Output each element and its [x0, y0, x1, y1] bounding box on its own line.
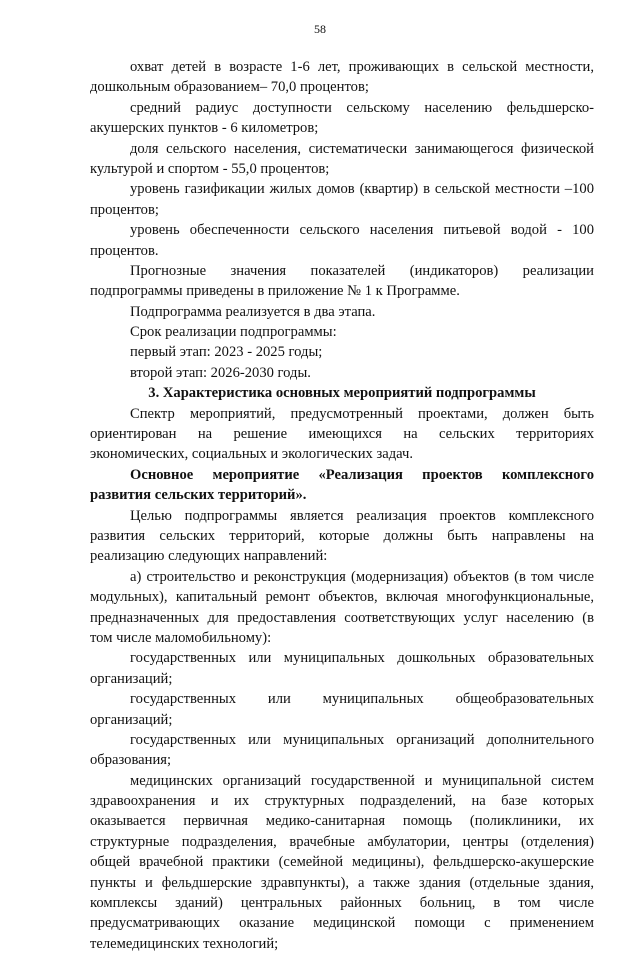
- text-line: оказывается первичная медико-санитарная помощь (поликлиники, их: [90, 813, 594, 830]
- text-line: экономических, социальных и экологических задач.: [90, 446, 414, 463]
- text-line: государственных или муниципальных общеобразовательных: [130, 691, 594, 708]
- text-line: Целью подпрограммы является реализация проектов комплексного: [130, 507, 594, 524]
- text-line: здравоохранения и их структурных подразделений, на базе которых: [90, 793, 594, 810]
- text-line: Прогнозные значения показателей (индикаторов) реализации: [130, 262, 594, 279]
- text-line: том числе маломобильному):: [90, 629, 272, 646]
- text-line: охват детей в возрасте 1-6 лет, проживающих в сельской местности,: [130, 59, 594, 75]
- text-line: второй этап: 2026-2030 годы.: [130, 364, 311, 381]
- section-heading: 3. Характеристика основных мероприятий подпрограммы: [148, 385, 536, 402]
- text-line: процентов;: [90, 201, 159, 218]
- text-line: средний радиус доступности сельскому населению фельдшерско-: [130, 99, 594, 116]
- text-line: государственных или муниципальных дошкольных образовательных: [130, 650, 594, 667]
- page-number: 58: [314, 22, 326, 36]
- text-line: медицинских организаций государственной и муниципальной систем: [130, 772, 594, 789]
- text-line: уровень газификации жилых домов (квартир) в сельской местности –100: [130, 181, 594, 198]
- text-line: уровень обеспеченности сельского населения питьевой водой - 100: [130, 222, 594, 239]
- text-line: пункты и фельдшерские здравпункты), а также здания (отдельные здания,: [90, 874, 594, 891]
- text-line: а) строительство и реконструкция (модернизация) объектов (в том числе: [130, 568, 594, 585]
- text-line: общей врачебной практики (семейной медицины), фельдшерско-акушерские: [90, 854, 594, 871]
- text-line: модульных), капитальный ремонт объектов, включая многофункциональные,: [90, 589, 594, 606]
- text-line: предусматривающих оказание медицинской помощи с применением: [90, 915, 594, 932]
- text-line: доля сельского населения, систематически занимающегося физической: [130, 140, 594, 157]
- text-line: структурные подразделения, врачебные амбулатории, центры (отделения): [90, 833, 594, 850]
- document-body: [90, 57, 594, 954]
- text-line: акушерских пунктов - 6 километров;: [90, 120, 319, 137]
- text-line: процентов.: [90, 242, 159, 259]
- text-line: организаций;: [90, 670, 173, 687]
- text-line: подпрограммы приведены в приложение № 1 к Программе.: [90, 283, 460, 300]
- text-line: развития сельских территорий».: [90, 487, 307, 504]
- text-line: организаций;: [90, 711, 173, 728]
- text-line: дошкольным образованием– 70,0 процентов;: [90, 79, 369, 96]
- text-line: государственных или муниципальных организаций дополнительного: [130, 731, 594, 748]
- text-line: первый этап: 2023 - 2025 годы;: [130, 344, 323, 361]
- text-line: предназначенных для предоставления соответствующих услуг населению (в: [90, 609, 594, 626]
- text-line: развития сельских территорий, которые должны быть направлены на: [90, 527, 594, 544]
- text-line: ориентирован на решение имеющихся на сельских территориях: [90, 426, 594, 443]
- text-line: Срок реализации подпрограммы:: [130, 324, 337, 341]
- text-line: телемедицинских технологий;: [90, 935, 279, 952]
- text-line: культурой и спортом - 55,0 процентов;: [90, 160, 330, 177]
- text-line: реализацию следующих направлений:: [90, 548, 328, 565]
- text-line: Спектр мероприятий, предусмотренный проектами, должен быть: [130, 405, 594, 422]
- text-line: Подпрограмма реализуется в два этапа.: [130, 303, 376, 320]
- text-line: комплексы зданий) центральных районных больниц, в том числе: [90, 895, 594, 912]
- text-line: Основное мероприятие «Реализация проектов комплексного: [130, 466, 594, 483]
- text-line: образования;: [90, 752, 172, 769]
